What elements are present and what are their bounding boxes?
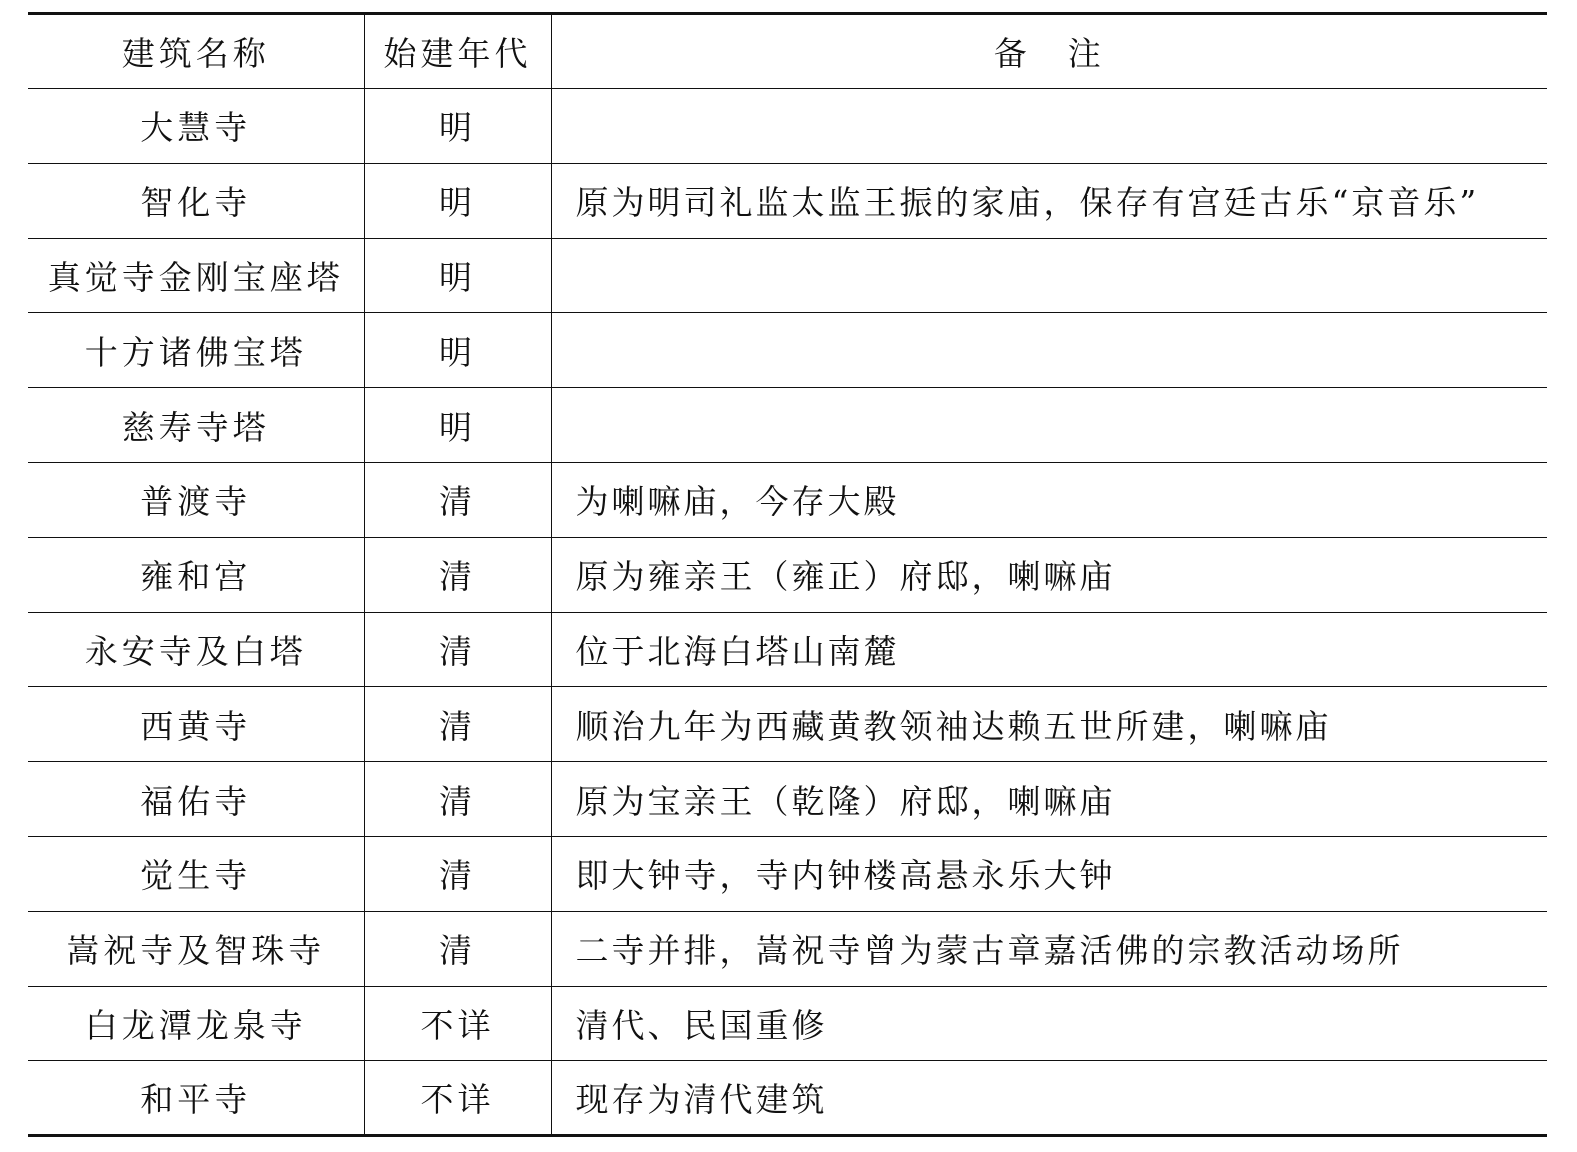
header-building-name: 建筑名称 xyxy=(28,14,364,89)
cell-remarks xyxy=(551,313,1547,388)
cell-founding-era: 不详 xyxy=(364,1061,551,1136)
cell-remarks: 清代、民国重修 xyxy=(551,986,1547,1061)
cell-remarks: 原为明司礼监太监王振的家庙，保存有宫廷古乐“京音乐” xyxy=(551,163,1547,238)
table-row xyxy=(28,462,1547,537)
cell-building-name: 觉生寺 xyxy=(28,836,364,911)
cell-founding-era: 明 xyxy=(364,238,551,313)
table-row xyxy=(28,911,1547,986)
cell-building-name: 嵩祝寺及智珠寺 xyxy=(28,911,364,986)
cell-remarks: 二寺并排，嵩祝寺曾为蒙古章嘉活佛的宗教活动场所 xyxy=(551,911,1547,986)
cell-founding-era: 清 xyxy=(364,687,551,762)
table-row xyxy=(28,89,1547,164)
cell-building-name: 福佑寺 xyxy=(28,762,364,837)
table-row xyxy=(28,612,1547,687)
header-founding-era: 始建年代 xyxy=(364,14,551,89)
cell-founding-era: 清 xyxy=(364,612,551,687)
table-row xyxy=(28,238,1547,313)
cell-building-name: 和平寺 xyxy=(28,1061,364,1136)
cell-building-name: 西黄寺 xyxy=(28,687,364,762)
cell-remarks: 现存为清代建筑 xyxy=(551,1061,1547,1136)
cell-building-name: 大慧寺 xyxy=(28,89,364,164)
table-row xyxy=(28,687,1547,762)
cell-remarks: 为喇嘛庙，今存大殿 xyxy=(551,462,1547,537)
cell-building-name: 雍和宫 xyxy=(28,537,364,612)
table-row xyxy=(28,1061,1547,1136)
temple-table-container xyxy=(28,12,1547,1137)
cell-founding-era: 清 xyxy=(364,911,551,986)
table-row xyxy=(28,986,1547,1061)
temple-table xyxy=(28,12,1547,1137)
cell-founding-era: 明 xyxy=(364,89,551,164)
cell-building-name: 真觉寺金刚宝座塔 xyxy=(28,238,364,313)
table-header-row xyxy=(28,14,1547,89)
cell-remarks: 即大钟寺，寺内钟楼高悬永乐大钟 xyxy=(551,836,1547,911)
cell-founding-era: 清 xyxy=(364,762,551,837)
table-row xyxy=(28,762,1547,837)
cell-building-name: 十方诸佛宝塔 xyxy=(28,313,364,388)
table-row xyxy=(28,537,1547,612)
cell-founding-era: 清 xyxy=(364,537,551,612)
cell-building-name: 永安寺及白塔 xyxy=(28,612,364,687)
cell-remarks: 位于北海白塔山南麓 xyxy=(551,612,1547,687)
table-row xyxy=(28,313,1547,388)
cell-founding-era: 不详 xyxy=(364,986,551,1061)
cell-building-name: 智化寺 xyxy=(28,163,364,238)
table-row xyxy=(28,163,1547,238)
cell-remarks xyxy=(551,89,1547,164)
cell-building-name: 白龙潭龙泉寺 xyxy=(28,986,364,1061)
cell-founding-era: 明 xyxy=(364,163,551,238)
cell-remarks: 原为宝亲王（乾隆）府邸，喇嘛庙 xyxy=(551,762,1547,837)
cell-building-name: 普渡寺 xyxy=(28,462,364,537)
header-remarks: 备 注 xyxy=(551,14,1547,89)
cell-founding-era: 明 xyxy=(364,313,551,388)
cell-building-name: 慈寿寺塔 xyxy=(28,388,364,463)
table-row xyxy=(28,836,1547,911)
cell-remarks: 顺治九年为西藏黄教领袖达赖五世所建，喇嘛庙 xyxy=(551,687,1547,762)
cell-founding-era: 清 xyxy=(364,462,551,537)
cell-remarks: 原为雍亲王（雍正）府邸，喇嘛庙 xyxy=(551,537,1547,612)
table-row xyxy=(28,388,1547,463)
cell-remarks xyxy=(551,388,1547,463)
cell-founding-era: 明 xyxy=(364,388,551,463)
cell-founding-era: 清 xyxy=(364,836,551,911)
cell-remarks xyxy=(551,238,1547,313)
